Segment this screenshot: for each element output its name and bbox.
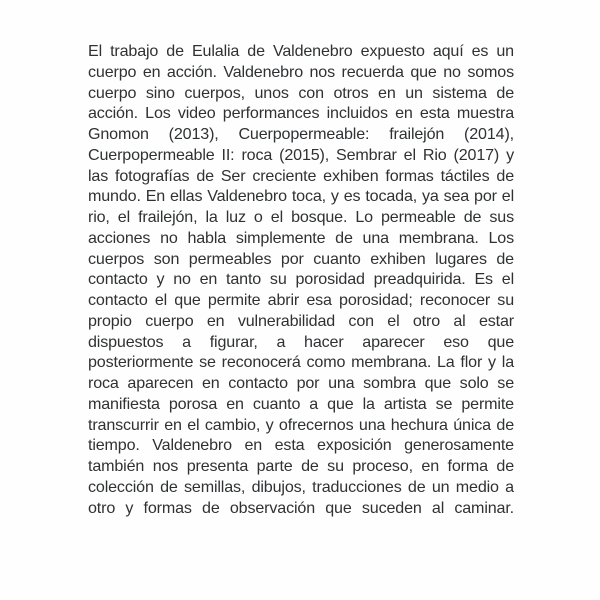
body-paragraph: El trabajo de Eulalia de Valdenebro expuesto aquí es un cuerpo en acción. Valdenebro nos recuerda que no somos cuerpo sino cuerpos, unos con otros en un sistema de acción. Los video performances incluidos en esta muestra Gnomon (2013), Cuerpopermeable: frailejón (2014), Cuerpopermeable II: roca (2015), Sembrar el Rio (2017) y las fotografías de Ser creciente exhiben formas táctiles de mundo. En ellas Valdenebro toca, y es tocada, ya sea por el rio, el frailejón, la luz o el bosque. Lo permeable de sus acciones no habla simplemente de una membrana. Los cuerpos son permeables por cuanto exhiben lugares de contacto y no en tanto su porosidad preadquirida. Es el contacto el que permite abrir esa porosidad; reconocer su propio cuerpo en vulnerabilidad con el otro al estar dispuestos a figurar, a hacer aparecer eso que posteriormente se reconocerá como membrana. La flor y la roca aparecen en contacto por una sombra que solo se manifiesta porosa en cuanto a que la artista se permite transcurrir en el cambio, y ofrecernos una hechura única de tiempo. Valdenebro en esta exposición generosamente también nos presenta parte de su proceso, en forma de colección de semillas, dibujos, traducciones de un medio a otro y formas de observación que suceden al caminar. (88, 42, 514, 517)
text-block (88, 41, 514, 539)
